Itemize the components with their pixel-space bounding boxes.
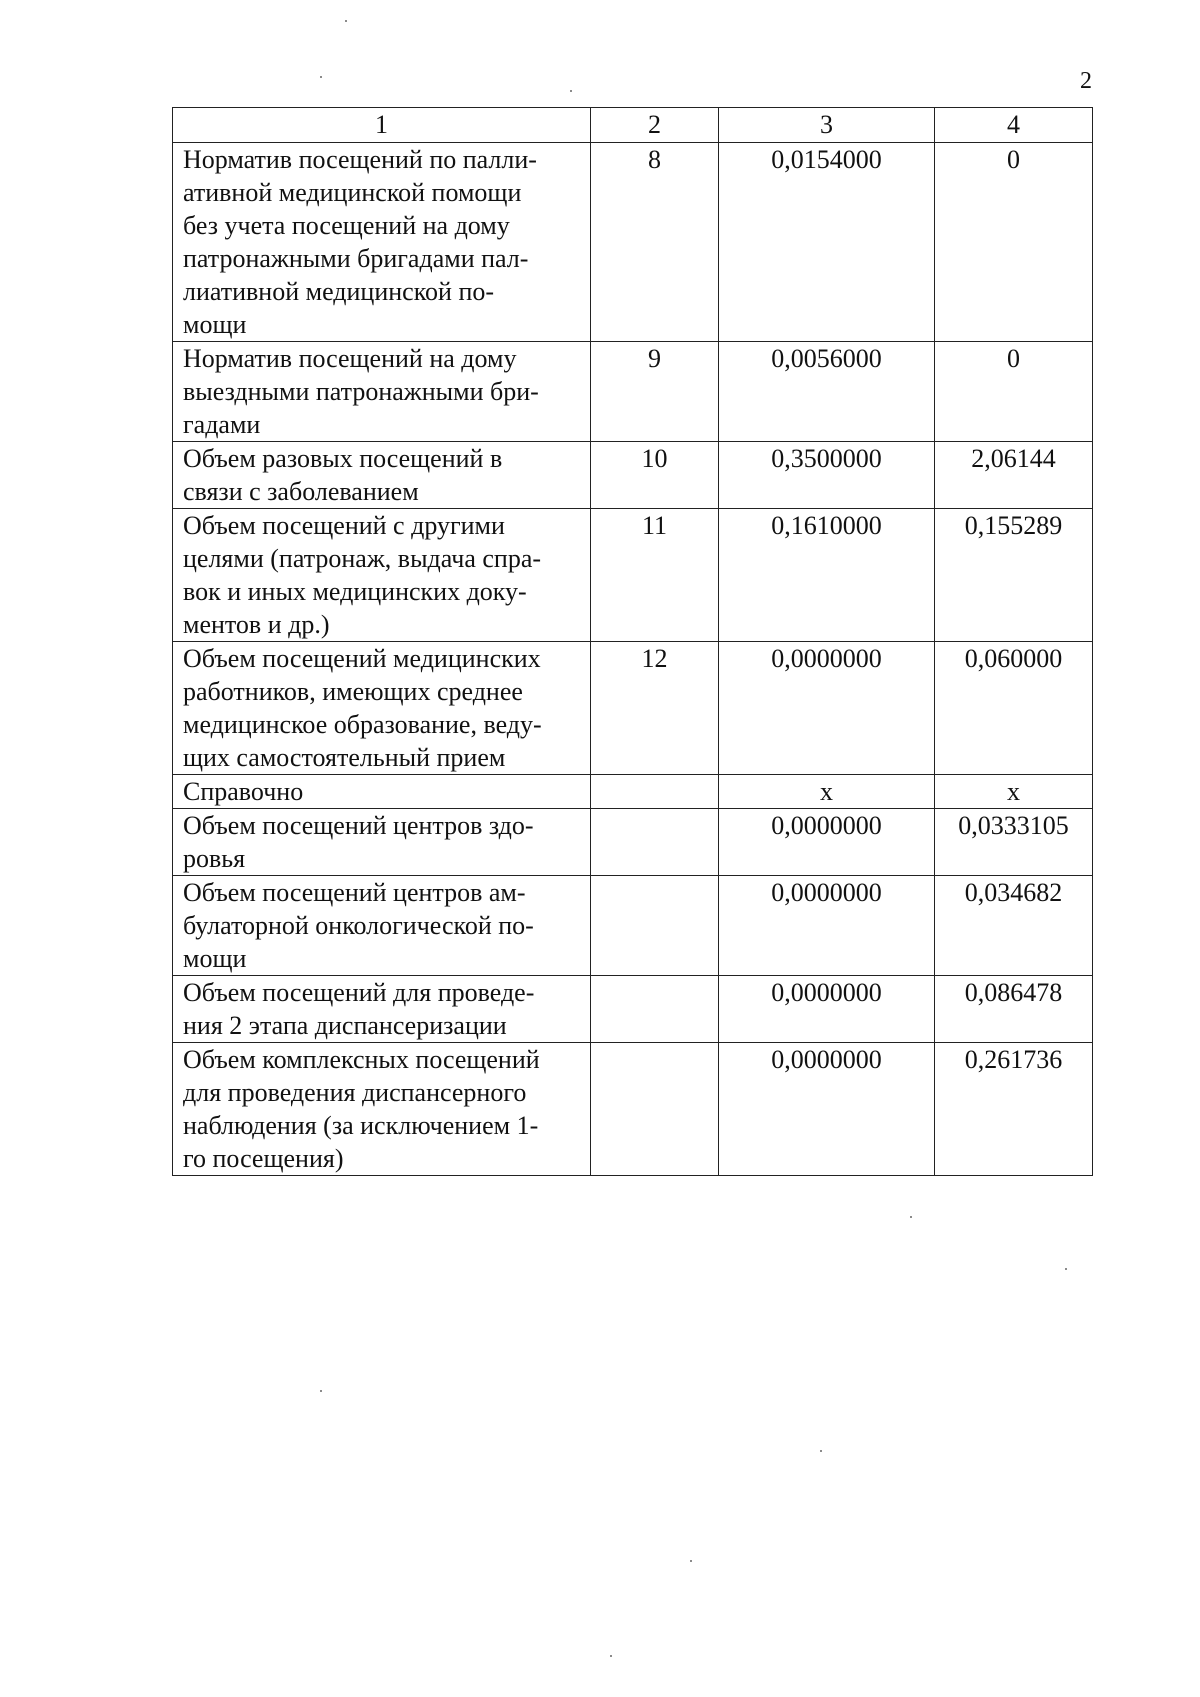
scan-speck (1065, 1268, 1067, 1270)
indicator-name-line: вок и иных медицинских доку- (183, 577, 527, 606)
indicator-name-cell (173, 143, 591, 342)
indicator-name-line: медицинское образование, веду- (183, 710, 542, 739)
value-col3-cell: 0,0000000 (719, 809, 935, 876)
value-col3-cell: 0,0000000 (719, 976, 935, 1043)
indicator-name-line: ативной медицинской помощи (183, 178, 522, 207)
row-code-cell: 8 (591, 143, 719, 342)
indicator-name-line: Норматив посещений на дому (183, 344, 517, 373)
value-col3-cell: 0,0056000 (719, 342, 935, 442)
indicator-name-line: целями (патронаж, выдача спра- (183, 544, 542, 573)
column-header-1: 1 (173, 108, 591, 143)
indicator-name-line: ментов и др.) (183, 610, 330, 639)
table-row (173, 509, 1093, 642)
indicator-name-cell (173, 809, 591, 876)
value-col4-cell: 0,0333105 (935, 809, 1093, 876)
indicator-name-line: лиативной медицинской по- (183, 277, 495, 306)
row-code-cell: 10 (591, 442, 719, 509)
indicator-name-line: работников, имеющих среднее (183, 677, 523, 706)
indicator-name-line: выездными патронажными бри- (183, 377, 539, 406)
value-col3-cell: 0,0000000 (719, 1043, 935, 1176)
indicator-name-line: Объем посещений с другими (183, 511, 505, 540)
column-header-4: 4 (935, 108, 1093, 143)
indicator-name-line: наблюдения (за исключением 1- (183, 1111, 539, 1140)
data-table (172, 107, 1093, 1176)
indicator-name-cell (173, 642, 591, 775)
indicator-name-line: Объем разовых посещений в (183, 444, 503, 473)
table-row (173, 1043, 1093, 1176)
indicator-name-line: щих самостоятельный прием (183, 743, 506, 772)
row-code-cell (591, 809, 719, 876)
value-col4-cell: 0 (935, 342, 1093, 442)
indicator-name-cell (173, 976, 591, 1043)
scan-speck (820, 1450, 822, 1452)
indicator-name-line: без учета посещений на дому (183, 211, 510, 240)
row-code-cell (591, 976, 719, 1043)
table-header-row (173, 108, 1093, 143)
scan-speck (345, 20, 347, 22)
indicator-name-line: связи с заболеванием (183, 477, 419, 506)
indicator-name-cell (173, 509, 591, 642)
scan-speck (910, 1216, 912, 1218)
indicator-name-line: Объем посещений центров здо- (183, 811, 534, 840)
table-header (173, 108, 1093, 143)
value-col3-cell: x (719, 775, 935, 809)
table-row (173, 809, 1093, 876)
value-col4-cell: x (935, 775, 1093, 809)
indicator-name-line: Объем посещений медицинских (183, 644, 541, 673)
scan-speck (320, 76, 322, 78)
row-code-cell (591, 876, 719, 976)
value-col3-cell: 0,0000000 (719, 876, 935, 976)
indicator-name-line: ровья (183, 844, 246, 873)
table-row (173, 775, 1093, 809)
column-header-2: 2 (591, 108, 719, 143)
row-code-cell (591, 775, 719, 809)
indicator-name-line: Объем посещений для проведе- (183, 978, 535, 1007)
value-col4-cell: 2,06144 (935, 442, 1093, 509)
value-col4-cell: 0,086478 (935, 976, 1093, 1043)
table-row (173, 876, 1093, 976)
scan-speck (570, 90, 572, 92)
value-col3-cell: 0,0154000 (719, 143, 935, 342)
indicator-name-line: го посещения) (183, 1144, 344, 1173)
indicator-name-line: ния 2 этапа диспансеризации (183, 1011, 507, 1040)
value-col4-cell: 0 (935, 143, 1093, 342)
table-row (173, 143, 1093, 342)
indicator-name-cell (173, 775, 591, 809)
row-code-cell: 12 (591, 642, 719, 775)
value-col3-cell: 0,1610000 (719, 509, 935, 642)
indicator-name-line: Норматив посещений по палли- (183, 145, 537, 174)
indicator-name-cell (173, 1043, 591, 1176)
row-code-cell (591, 1043, 719, 1176)
row-code-cell: 11 (591, 509, 719, 642)
scan-speck (320, 1390, 322, 1392)
column-header-3: 3 (719, 108, 935, 143)
indicator-name-line: для проведения диспансерного (183, 1078, 527, 1107)
value-col4-cell: 0,060000 (935, 642, 1093, 775)
indicator-name-line: гадами (183, 410, 261, 439)
indicator-name-line: булаторной онкологической по- (183, 911, 534, 940)
row-code-cell: 9 (591, 342, 719, 442)
page-number: 2 (1080, 68, 1092, 94)
indicator-name-cell (173, 876, 591, 976)
table-row (173, 442, 1093, 509)
scan-speck (690, 1560, 692, 1562)
value-col3-cell: 0,0000000 (719, 642, 935, 775)
indicator-name-line: патронажными бригадами пал- (183, 244, 529, 273)
table-row (173, 976, 1093, 1043)
value-col4-cell: 0,261736 (935, 1043, 1093, 1176)
indicator-name-line: Объем комплексных посещений (183, 1045, 540, 1074)
indicator-name-line: Справочно (183, 777, 304, 806)
scan-speck (610, 1655, 612, 1657)
table-body (173, 143, 1093, 1176)
indicator-name-cell (173, 442, 591, 509)
table-row (173, 642, 1093, 775)
indicator-name-line: мощи (183, 944, 247, 973)
value-col3-cell: 0,3500000 (719, 442, 935, 509)
indicator-name-line: Объем посещений центров ам- (183, 878, 526, 907)
indicator-name-line: мощи (183, 310, 247, 339)
indicator-name-cell (173, 342, 591, 442)
value-col4-cell: 0,034682 (935, 876, 1093, 976)
value-col4-cell: 0,155289 (935, 509, 1093, 642)
table-row (173, 342, 1093, 442)
